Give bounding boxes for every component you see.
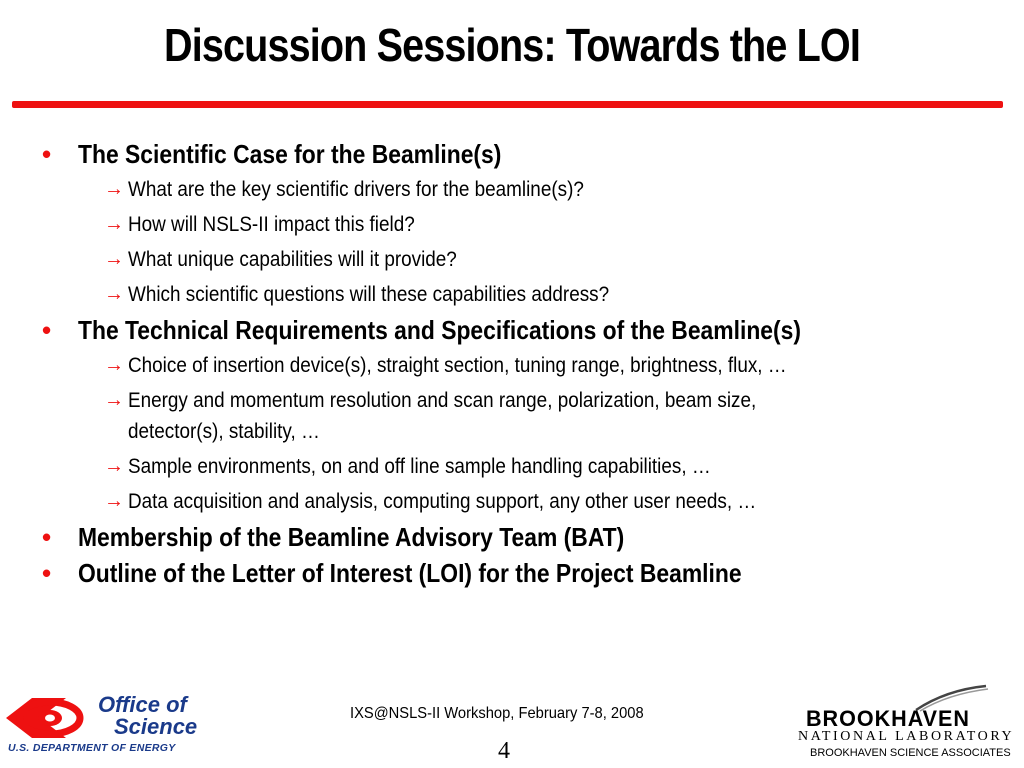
sub-item [40, 174, 1000, 205]
brookhaven-lab: NATIONAL LABORATORY [798, 729, 1015, 744]
sub-item [40, 350, 1000, 381]
bullet-text: Membership of the Beamline Advisory Team (BAT) [78, 522, 625, 552]
bullet-text: The Scientific Case for the Beamline(s) [78, 139, 502, 169]
slide-content [40, 138, 1000, 589]
sub-item [40, 279, 1000, 310]
brookhaven-associates: BROOKHAVEN SCIENCE ASSOCIATES [810, 747, 1011, 759]
sub-text: How will NSLS-II impact this field? [128, 213, 415, 236]
sub-text: What are the key scientific drivers for the beamline(s)? [128, 178, 584, 201]
brookhaven-name: BROOKHAVEN [806, 706, 970, 731]
bullet-item [40, 557, 1000, 589]
arrow-right-icon: → [104, 389, 124, 411]
office-of-science-line2: Science [114, 714, 198, 739]
sub-item [40, 244, 1000, 275]
slide-title: Discussion Sessions: Towards the LOI [164, 19, 860, 71]
title-divider [12, 101, 1003, 108]
sub-item [40, 385, 1000, 447]
sub-text: What unique capabilities will it provide? [128, 248, 457, 271]
sub-item [40, 486, 1000, 517]
arrow-right-icon: → [104, 178, 124, 200]
sub-text: Sample environments, on and off line sample handling capabilities, … [128, 455, 711, 478]
bullet-item [40, 521, 1000, 553]
arrow-right-icon: → [104, 283, 124, 305]
sub-text: Energy and momentum resolution and scan range, polarization, beam size, [128, 389, 757, 412]
arrow-right-icon: → [104, 354, 124, 376]
bullet-item [40, 138, 1000, 170]
brookhaven-logo [796, 684, 1016, 764]
office-of-science-line1: Office of [98, 692, 187, 717]
bullet-icon: • [42, 558, 52, 588]
bullet-item [40, 314, 1000, 346]
arrow-right-icon: → [104, 455, 124, 477]
footer-event: IXS@NSLS-II Workshop, February 7-8, 2008 [350, 705, 644, 722]
arrow-right-icon: → [104, 213, 124, 235]
sub-text-continued: detector(s), stability, … [128, 420, 320, 443]
bullet-text: Outline of the Letter of Interest (LOI) for the Project Beamline [78, 558, 742, 588]
sub-text: Data acquisition and analysis, computing support, any other user needs, … [128, 490, 757, 513]
bullet-icon: • [42, 315, 52, 345]
sub-item [40, 451, 1000, 482]
sub-text: Which scientific questions will these capabilities address? [128, 283, 610, 306]
arrow-right-icon: → [104, 490, 124, 512]
office-of-science-logo [4, 692, 214, 762]
doe-label: U.S. DEPARTMENT OF ENERGY [8, 742, 176, 754]
bullet-icon: • [42, 139, 52, 169]
doe-emblem-icon [4, 694, 96, 742]
sub-item [40, 209, 1000, 240]
bullet-text: The Technical Requirements and Specifications of the Beamline(s) [78, 315, 802, 345]
sub-text: Choice of insertion device(s), straight section, tuning range, brightness, flux, … [128, 354, 787, 377]
bullet-icon: • [42, 522, 52, 552]
page-number: 4 [498, 738, 510, 764]
arrow-right-icon: → [104, 248, 124, 270]
